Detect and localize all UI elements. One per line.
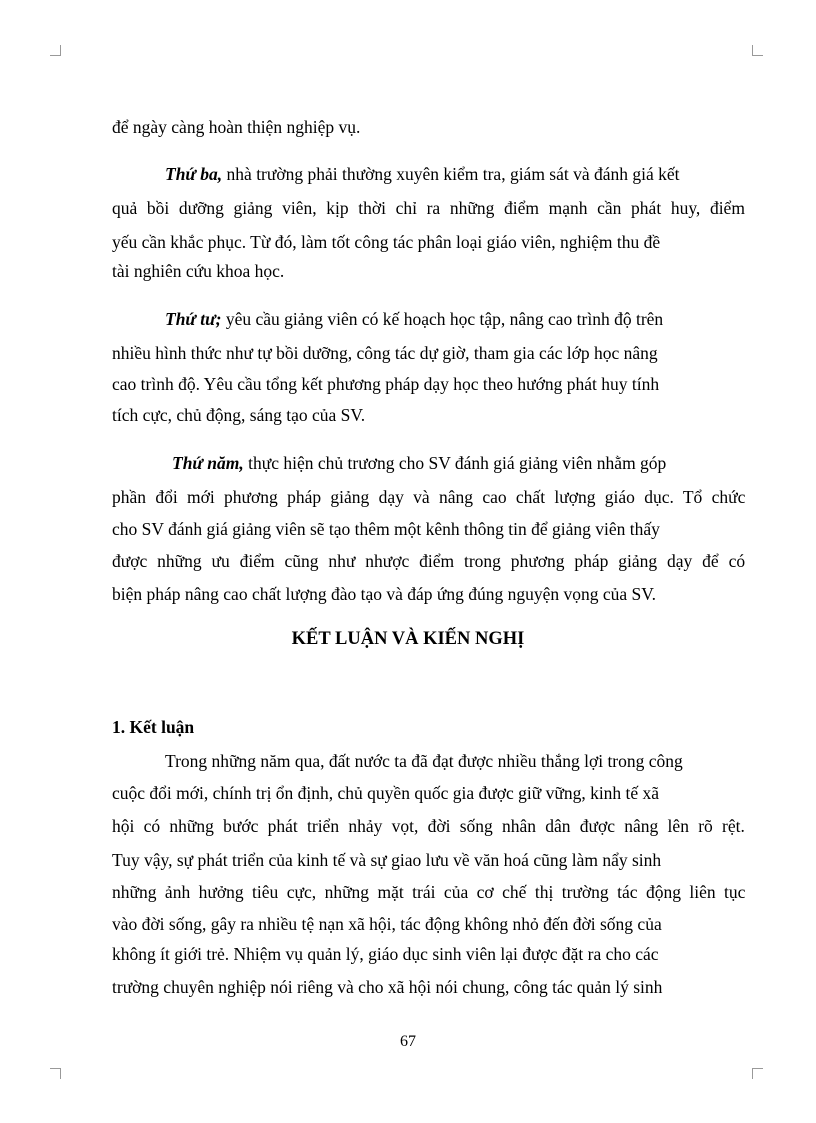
text-line: Trong những năm qua, đất nước ta đã đạt được nhiều thắng lợi trong công bbox=[165, 751, 683, 771]
paragraph-lead: Thứ tư; bbox=[165, 309, 222, 329]
text-span: thực hiện chủ trương cho SV đánh giá giảng viên nhằm góp bbox=[243, 453, 667, 473]
paragraph-lead: Thứ năm, bbox=[172, 453, 244, 473]
text-line: tài nghiên cứu khoa học. bbox=[112, 261, 285, 281]
text-line: phần đổi mới phương pháp giảng dạy và nâng cao chất lượng giáo dục. Tổ chức bbox=[112, 487, 746, 507]
text-line: vào đời sống, gây ra nhiều tệ nạn xã hội, tác động không nhỏ đến đời sống của bbox=[112, 914, 662, 934]
text-line: không ít giới trẻ. Nhiệm vụ quản lý, giáo dục sinh viên lại được đặt ra cho các bbox=[112, 944, 659, 964]
section-heading: KẾT LUẬN VÀ KIẾN NGHỊ bbox=[291, 629, 525, 649]
text-line: tích cực, chủ động, sáng tạo của SV. bbox=[112, 405, 366, 425]
text-line: hội có những bước phát triển nhảy vọt, đời sống nhân dân được nâng lên rõ rệt. bbox=[112, 816, 745, 836]
text-line: yếu cần khắc phục. Từ đó, làm tốt công tác phân loại giáo viên, nghiệm thu đề bbox=[112, 232, 661, 252]
text-line: những ảnh hưởng tiêu cực, những mặt trái của cơ chế thị trường tác động liên tục bbox=[112, 882, 746, 902]
text-span: yêu cầu giảng viên có kế hoạch học tập, nâng cao trình độ trên bbox=[221, 309, 664, 329]
text-line: cuộc đổi mới, chính trị ổn định, chủ quyền quốc gia được giữ vững, kinh tế xã bbox=[112, 783, 660, 803]
crop-mark-top-left bbox=[50, 45, 61, 56]
paragraph-third-line-1 bbox=[165, 163, 680, 185]
paragraph-lead: Thứ ba, bbox=[165, 164, 223, 184]
text-line: được những ưu điểm cũng như nhược điểm trong phương pháp giảng dạy để có bbox=[112, 551, 746, 571]
paragraph-fifth-line-1 bbox=[172, 452, 666, 474]
crop-mark-bottom-right bbox=[752, 1068, 763, 1079]
page-number: 67 bbox=[400, 1033, 416, 1050]
text-line: để ngày càng hoàn thiện nghiệp vụ. bbox=[112, 117, 361, 137]
text-line: trường chuyên nghiệp nói riêng và cho xã hội nói chung, công tác quản lý sinh bbox=[112, 977, 663, 997]
text-line: Tuy vậy, sự phát triển của kinh tế và sự giao lưu về văn hoá cũng làm nẩy sinh bbox=[112, 850, 662, 870]
text-line: nhiều hình thức như tự bồi dưỡng, công tác dự giờ, tham gia các lớp học nâng bbox=[112, 343, 658, 363]
text-span: nhà trường phải thường xuyên kiểm tra, giám sát và đánh giá kết bbox=[222, 164, 680, 184]
paragraph-fourth-line-1 bbox=[165, 308, 663, 330]
crop-mark-top-right bbox=[752, 45, 763, 56]
text-line: biện pháp nâng cao chất lượng đào tạo và đáp ứng đúng nguyện vọng của SV. bbox=[112, 584, 657, 604]
text-line: quả bồi dưỡng giảng viên, kịp thời chỉ ra những điểm mạnh cần phát huy, điểm bbox=[112, 198, 745, 218]
subsection-heading: 1. Kết luận bbox=[112, 717, 195, 737]
text-line: cho SV đánh giá giảng viên sẽ tạo thêm một kênh thông tin để giảng viên thấy bbox=[112, 519, 660, 539]
text-line: cao trình độ. Yêu cầu tổng kết phương pháp dạy học theo hướng phát huy tính bbox=[112, 374, 660, 394]
crop-mark-bottom-left bbox=[50, 1068, 61, 1079]
